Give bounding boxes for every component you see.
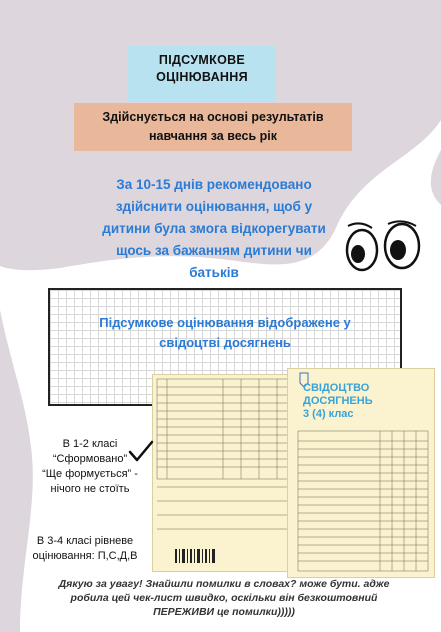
grid-note-line2: свідоцтві досягнень <box>159 335 291 350</box>
thanks-line1: Дякую за увагу! Знайшли помилки в словах? може бути. адже <box>58 578 390 590</box>
grades-3-4-line1: В 3-4 класі рівневе <box>36 535 134 547</box>
grade-table-illustration <box>153 375 300 571</box>
recommendation-line5: батьків <box>189 265 239 280</box>
checkmark-icon <box>128 440 154 464</box>
grades-1-2-line2: “Сформовано” <box>52 453 128 465</box>
grid-note-line1: Підсумкове оцінювання відображене у <box>99 315 351 330</box>
recommendation-text <box>80 174 348 284</box>
recommendation-line1: За 10-15 днів рекомендовано <box>116 177 312 192</box>
grades-3-4-note <box>10 534 160 564</box>
page-title <box>128 52 276 86</box>
eyes-icon <box>342 220 428 276</box>
subheader <box>74 108 352 146</box>
subheader-line1: Здійснується на основі результатів <box>102 110 324 124</box>
barcode-icon <box>175 549 215 563</box>
recommendation-line2: здійснити оцінювання, щоб у <box>115 199 313 214</box>
recommendation-line3: дитини була змога відкорегувати <box>102 221 326 236</box>
recommendation-line4: щось за бажанням дитини чи <box>116 243 312 258</box>
grades-1-2-line3: “Ще формується” - <box>42 468 138 480</box>
grades-3-4-line2: оцінювання: П,С,Д,В <box>32 550 138 562</box>
certificate-title-line3: 3 (4) клас <box>303 408 354 420</box>
grade-sheet-document <box>152 374 301 572</box>
certificate-title <box>303 382 423 421</box>
grades-1-2-line4: нічого не стоїть <box>50 483 130 495</box>
grades-1-2-line1: В 1-2 класі <box>62 438 118 450</box>
certificate-title-line2: ДОСЯГНЕНЬ <box>303 395 373 407</box>
page-title-line2: ОЦІНЮВАННЯ <box>156 70 248 84</box>
certificate-title-line1: СВІДОЦТВО <box>303 382 370 394</box>
subheader-line2: навчання за весь рік <box>148 129 278 143</box>
thanks-line3: ПЕРЕЖИВИ це помилки))))) <box>153 606 295 618</box>
grid-note <box>60 313 390 353</box>
thanks-note <box>40 577 408 619</box>
page-title-line1: ПІДСУМКОВЕ <box>158 53 246 67</box>
thanks-line2: робила цей чек-лист швидко, оскільки він безкоштовний <box>70 592 378 604</box>
